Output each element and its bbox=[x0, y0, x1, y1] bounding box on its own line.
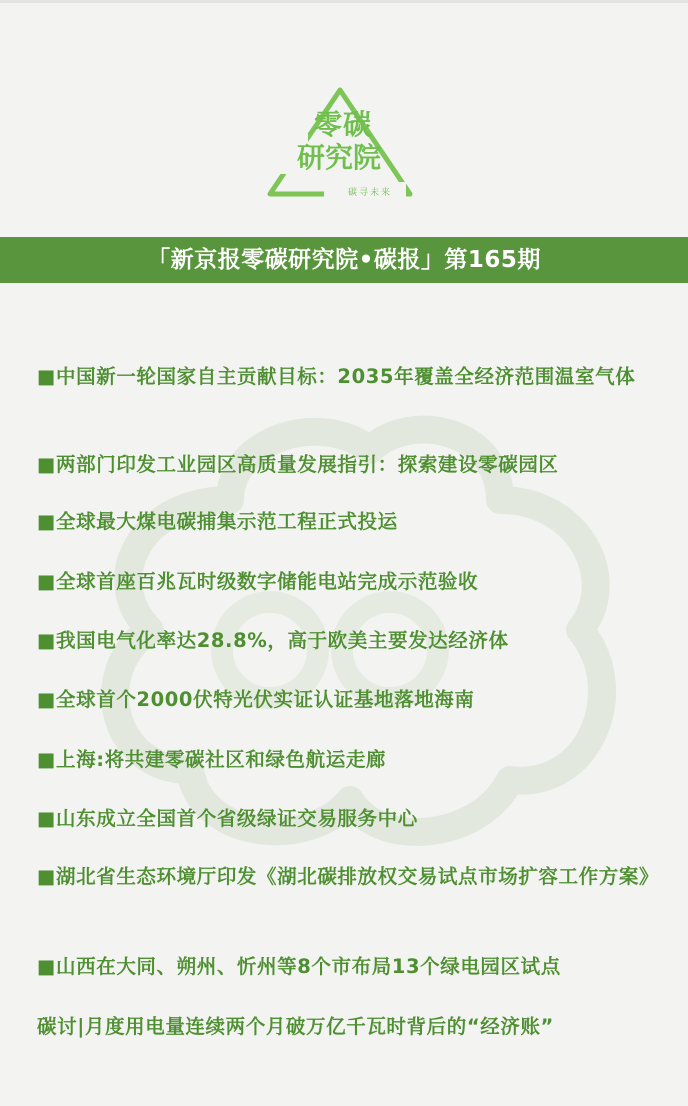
logo-text-line2: 研究院 bbox=[296, 141, 381, 174]
news-item-8[interactable]: ■山东成立全国首个省级绿证交易服务中心 bbox=[37, 807, 418, 830]
news-item-11[interactable]: 碳讨|月度用电量连续两个月破万亿千瓦时背后的“经济账” bbox=[37, 1015, 554, 1038]
news-item-2[interactable]: ■两部门印发工业园区高质量发展指引：探索建设零碳园区 bbox=[37, 453, 559, 476]
logo bbox=[258, 84, 418, 206]
news-item-9[interactable]: ■湖北省生态环境厅印发《湖北碳排放权交易试点市场扩容工作方案》 bbox=[37, 865, 660, 888]
news-item-6[interactable]: ■全球首个2000伏特光伏实证认证基地落地海南 bbox=[37, 688, 475, 711]
news-item-3[interactable]: ■全球最大煤电碳捕集示范工程正式投运 bbox=[37, 510, 398, 533]
news-item-1[interactable]: ■中国新一轮国家自主贡献目标：2035年覆盖全经济范围温室气体 bbox=[37, 365, 636, 388]
issue-title: 「新京报零碳研究院•碳报」第165期 bbox=[147, 247, 541, 273]
news-item-4[interactable]: ■全球首座百兆瓦时级数字储能电站完成示范验收 bbox=[37, 570, 479, 593]
logo-slogan: 碳寻未来 bbox=[347, 188, 392, 198]
top-divider bbox=[0, 0, 688, 3]
news-item-10[interactable]: ■山西在大同、朔州、忻州等8个市布局13个绿电园区试点 bbox=[37, 955, 561, 978]
news-item-7[interactable]: ■上海:将共建零碳社区和绿色航运走廊 bbox=[37, 748, 387, 771]
news-item-5[interactable]: ■我国电气化率达28.8%，高于欧美主要发达经济体 bbox=[37, 629, 509, 652]
logo-text-line1: 零碳 bbox=[313, 108, 372, 141]
issue-banner bbox=[0, 237, 688, 283]
